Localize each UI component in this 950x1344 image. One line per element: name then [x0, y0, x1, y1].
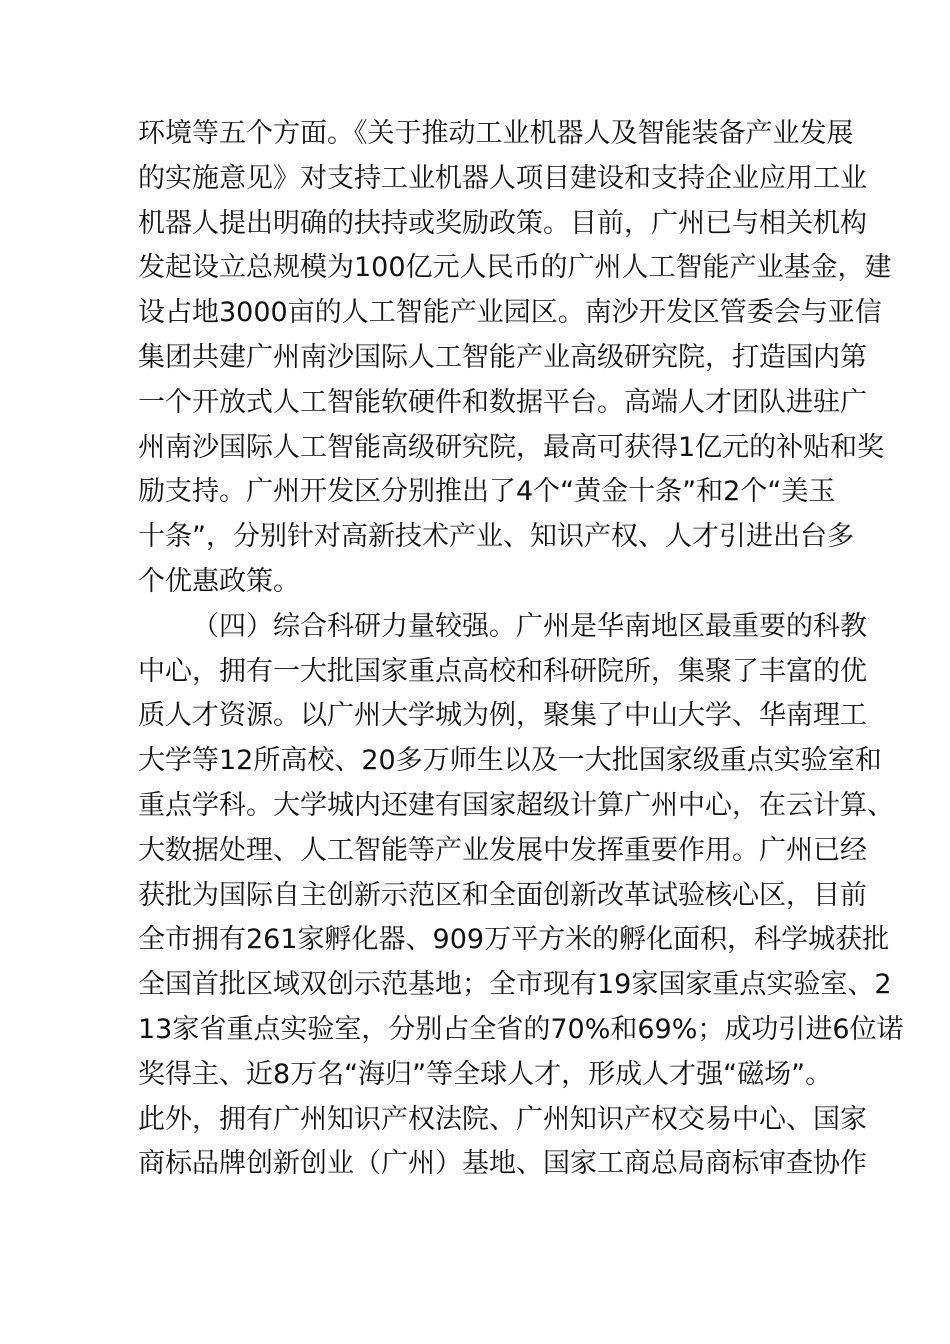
body-text: [138, 112, 904, 1187]
text-line: 中心，拥有一大批国家重点高校和科研院所，集聚了丰富的优: [138, 655, 867, 687]
paragraph-policy-support: [138, 112, 892, 605]
text-line: 13家省重点实验室，分别占全省的70%和69%；成功引进6位诺: [138, 1013, 904, 1045]
text-line: 机器人提出明确的扶持或奖励政策。目前，广州已与相关机构: [138, 207, 867, 239]
text-line: 州南沙国际人工智能高级研究院，最高可获得1亿元的补贴和奖: [138, 431, 885, 463]
text-line: 大数据处理、人工智能等产业发展中发挥重要作用。广州已经: [138, 834, 867, 866]
text-line: 商标品牌创新创业（广州）基地、国家工商总局商标审查协作: [138, 1148, 867, 1180]
text-line: 大学等12所高校、20多万师生以及一大批国家级重点实验室和: [138, 745, 882, 777]
text-line: 的实施意见》对支持工业机器人项目建设和支持企业应用工业: [138, 162, 867, 194]
text-line: 一个开放式人工智能软硬件和数据平台。高端人才团队进驻广: [138, 386, 867, 418]
text-line: 此外，拥有广州知识产权法院、广州知识产权交易中心、国家: [138, 1103, 867, 1135]
text-line: （四）综合科研力量较强。广州是华南地区最重要的科教: [192, 610, 867, 642]
text-line: 个优惠政策。: [138, 565, 300, 597]
text-line: 十条”，分别针对高新技术产业、知识产权、人才引进出台多: [138, 521, 854, 553]
text-line: 环境等五个方面。《关于推动工业机器人及智能装备产业发展: [138, 118, 854, 149]
text-line: 奖得主、近8万名“海归”等全球人才，形成人才强“磁场”。: [138, 1058, 833, 1090]
text-line: 集团共建广州南沙国际人工智能产业高级研究院，打造国内第: [138, 341, 867, 373]
text-line: 全国首批区域双创示范基地；全市现有19家国家重点实验室、2: [138, 969, 892, 1001]
text-line: 全市拥有261家孵化器、909万平方米的孵化面积，科学城获批: [138, 924, 890, 956]
text-line: 重点学科。大学城内还建有国家超级计算广州中心，在云计算、: [138, 789, 894, 821]
text-line: 获批为国际自主创新示范区和全面创新改革试验核心区，目前: [138, 879, 867, 911]
text-line: 质人才资源。以广州大学城为例，聚集了中山大学、华南理工: [138, 700, 867, 732]
text-line: 励支持。广州开发区分别推出了4个“黄金十条”和2个“美玉: [138, 476, 836, 508]
text-line: 设占地3000亩的人工智能产业园区。南沙开发区管委会与亚信: [138, 297, 882, 329]
text-line: 发起设立总规模为100亿元人民币的广州人工智能产业基金，建: [138, 252, 892, 284]
paragraph-research-strength: [138, 605, 904, 1187]
